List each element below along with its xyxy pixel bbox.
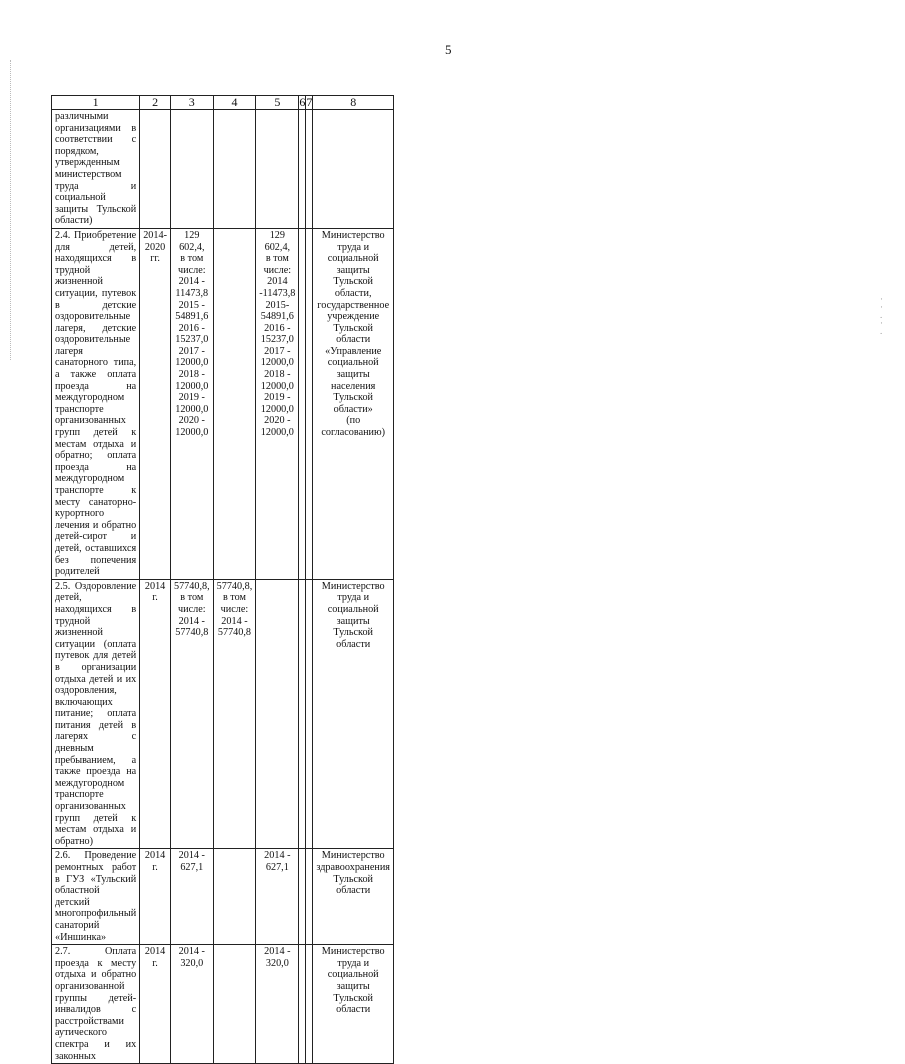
header-cell: 4 [213, 96, 256, 110]
executor-cell: Министерство труда и социальной защиты Тульской области [313, 579, 394, 849]
federal-cell [213, 110, 256, 229]
header-cell: 7 [306, 95, 313, 109]
total-value: 57740,8, в том числе: 2014 - 57740,8 [173, 580, 210, 639]
activity-cell: 2.7. Оплата проезда к месту отдыха и обратно организованной группы детей-инвалидов с расстройствами аутического спектра и их законных [52, 945, 140, 1064]
table-row [52, 945, 394, 1064]
table-row [52, 849, 394, 945]
table-row [52, 228, 394, 579]
header-cell: 3 [170, 96, 213, 110]
executor-value: Министерство труда и социальной защиты Тульской области, государственное учреждение Тульской области «Управление социальной защиты населения Тульской области» (по согласованию) [317, 229, 390, 439]
regional-cell: 2014 - 627,1 [256, 849, 299, 945]
regional-cell [256, 110, 299, 229]
program-activities-table [51, 95, 394, 1064]
total-cell [170, 579, 213, 849]
activity-cell: различными организациями в соответствии с порядком, утвержденным министерством труда и социальной защиты Тульской области) [52, 110, 140, 229]
period-cell [140, 110, 171, 229]
activity-cell: 2.5. Оздоровление детей, находящихся в трудной жизненной ситуации (оплата путевок для детей в организации отдыха детей и их оздоровления, включающих питание; оплата питания детей в лагерях с дневным пребыванием, а также проезда на междугородном транспорте организованных групп детей к местам отдыха и обратно) [52, 579, 140, 849]
extra-cell [306, 579, 313, 849]
total-cell: 2014 - 320,0 [170, 945, 213, 1064]
executor-cell [313, 228, 394, 579]
activity-cell: 2.6. Проведение ремонтных работ в ГУЗ «Тульский областной детский многопрофильный санаторий «Иншинка» [52, 849, 140, 945]
header-cell: 1 [52, 96, 140, 110]
table-row [52, 579, 394, 849]
period-cell: 2014 г. [140, 849, 171, 945]
federal-cell [213, 945, 256, 1064]
regional-cell [256, 579, 299, 849]
total-cell [170, 110, 213, 229]
federal-cell [213, 849, 256, 945]
header-cell: 8 [313, 96, 394, 110]
activity-cell: 2.4. Приобретение для детей, находящихся в трудной жизненной ситуации, путевок в детские оздоровительные лагеря, детские оздоровительные лагеря санаторного типа, а также оплата проезда на междугородном транспорте организованных групп детей к местам отдыха и обратно; оплата проезда на междугородном транспорте к месту санаторно-курортного лечения и обратно детей-сирот и детей, оставшихся без попечения родителей [52, 228, 140, 579]
regional-cell [256, 228, 299, 579]
extra-cell [306, 228, 313, 579]
table-row [52, 110, 394, 229]
page-number: 5 [445, 42, 452, 57]
municipal-cell [299, 110, 306, 229]
executor-cell [313, 110, 394, 229]
period-cell: 2014-2020 гг. [140, 228, 171, 579]
federal-value: 57740,8, в том числе: 2014 - 57740,8 [216, 580, 253, 639]
extra-cell [306, 849, 313, 945]
municipal-cell [299, 228, 306, 579]
table-header-row [52, 96, 394, 110]
period-cell: 2014 г. [140, 945, 171, 1064]
executor-cell: Министерство труда и социальной защиты Тульской области [313, 945, 394, 1064]
header-cell: 6 [299, 95, 306, 109]
total-cell: 2014 - 627,1 [170, 849, 213, 945]
header-cell: 5 [256, 96, 299, 110]
regional-cell: 2014 - 320,0 [256, 945, 299, 1064]
extra-cell [306, 945, 313, 1064]
municipal-cell [299, 849, 306, 945]
extra-cell [306, 110, 313, 229]
scan-edge-marks-right: · · . · . [880, 294, 883, 336]
scan-edge-marks-left [10, 60, 12, 360]
federal-cell [213, 579, 256, 849]
federal-cell [213, 228, 256, 579]
total-cell [170, 228, 213, 579]
executor-cell: Министерство здравоохранения Тульской области [313, 849, 394, 945]
total-value: 129 602,4, в том числе: 2014 - 11473,8 2015 - 54891,6 2016 - 15237,0 2017 - 12000,0 2018 - 12000,0 2019 - 12000,0 2020 - 12000,0 [175, 229, 209, 439]
header-cell: 2 [140, 96, 171, 110]
municipal-cell [299, 579, 306, 849]
municipal-cell [299, 945, 306, 1064]
period-cell: 2014 г. [140, 579, 171, 849]
regional-value: 129 602,4, в том числе: 2014 -11473,8 2015- 54891,6 2016 - 15237,0 2017 - 12000,0 2018 - 12000,0 2019 - 12000,0 2020 - 12000,0 [259, 229, 296, 439]
